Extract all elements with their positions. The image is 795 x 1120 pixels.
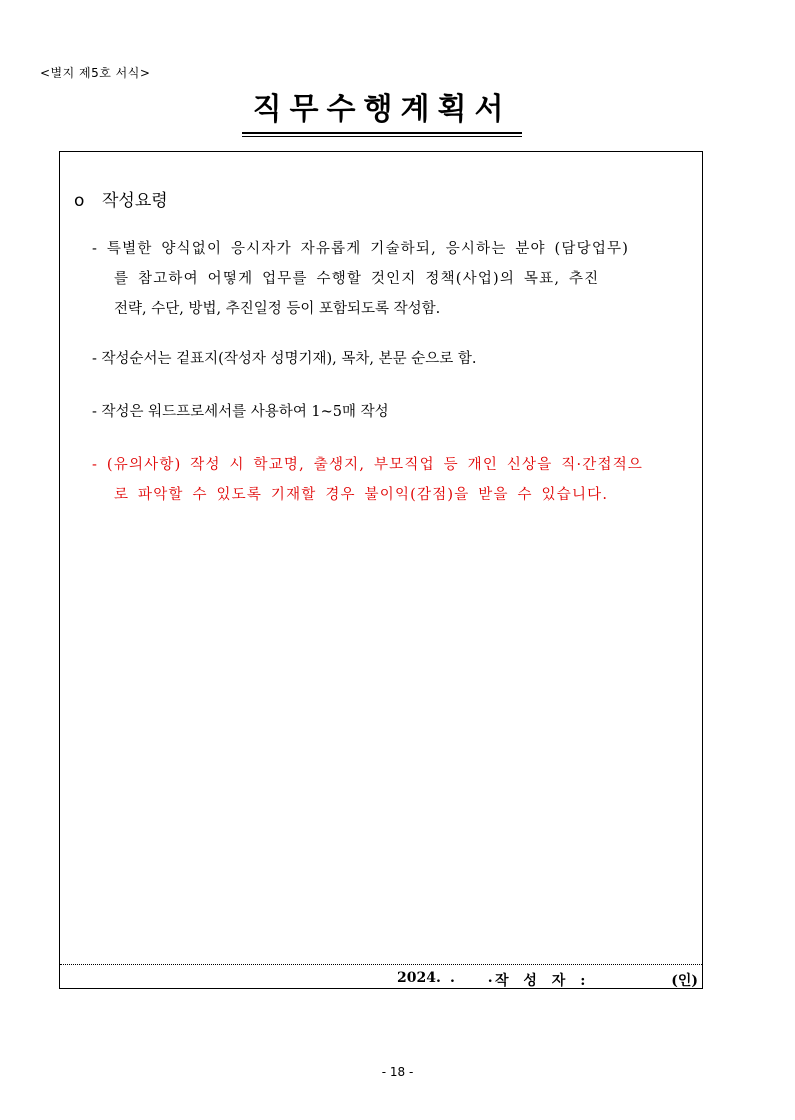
caution-item bbox=[92, 450, 704, 510]
signature-date-year: 2024. bbox=[397, 970, 441, 986]
instruction-line: 를 참고하여 어떻게 업무를 수행할 것인지 정책(사업)의 목표, 추진 bbox=[114, 271, 600, 287]
caution-line: - (유의사항) 작성 시 학교명, 출생지, 부모직업 등 개인 신상을 직·간접적으 bbox=[92, 457, 644, 473]
signature-row bbox=[60, 970, 702, 990]
instruction-item-2 bbox=[92, 344, 704, 374]
author-label: 작 성 자 : bbox=[495, 973, 591, 989]
document-title-block bbox=[242, 90, 522, 130]
writing-frame bbox=[59, 151, 703, 989]
form-number: <별지 제5호 서식> bbox=[40, 66, 151, 80]
footer-divider bbox=[60, 964, 702, 965]
title-underline bbox=[242, 132, 522, 134]
caution-line: 로 파악할 수 있도록 기재할 경우 불이익(감점)을 받을 수 있습니다. bbox=[114, 487, 609, 503]
instruction-line: 전략, 수단, 방법, 추진일정 등이 포함되도록 작성함. bbox=[114, 301, 441, 317]
section-heading-text: 작성요령 bbox=[102, 191, 168, 211]
instruction-item-3 bbox=[92, 397, 704, 427]
instruction-line: - 작성순서는 겉표지(작성자 성명기재), 목차, 본문 순으로 함. bbox=[92, 351, 477, 367]
page-number: - 18 - bbox=[381, 1065, 414, 1079]
instruction-item-1 bbox=[92, 234, 704, 324]
circle-bullet-icon: o bbox=[74, 191, 85, 211]
section-heading bbox=[74, 186, 168, 211]
instruction-line: - 특별한 양식없이 응시자가 자유롭게 기술하되, 응시하는 분야 (담당업무) bbox=[92, 241, 630, 257]
instruction-line: - 작성은 워드프로세서를 사용하여 1~5매 작성 bbox=[92, 404, 389, 420]
title-underline-thin bbox=[242, 136, 522, 137]
document-title: 직무수행계획서 bbox=[252, 92, 512, 127]
signature-date-dots: . . bbox=[450, 970, 507, 986]
seal-mark: (인) bbox=[671, 973, 698, 989]
